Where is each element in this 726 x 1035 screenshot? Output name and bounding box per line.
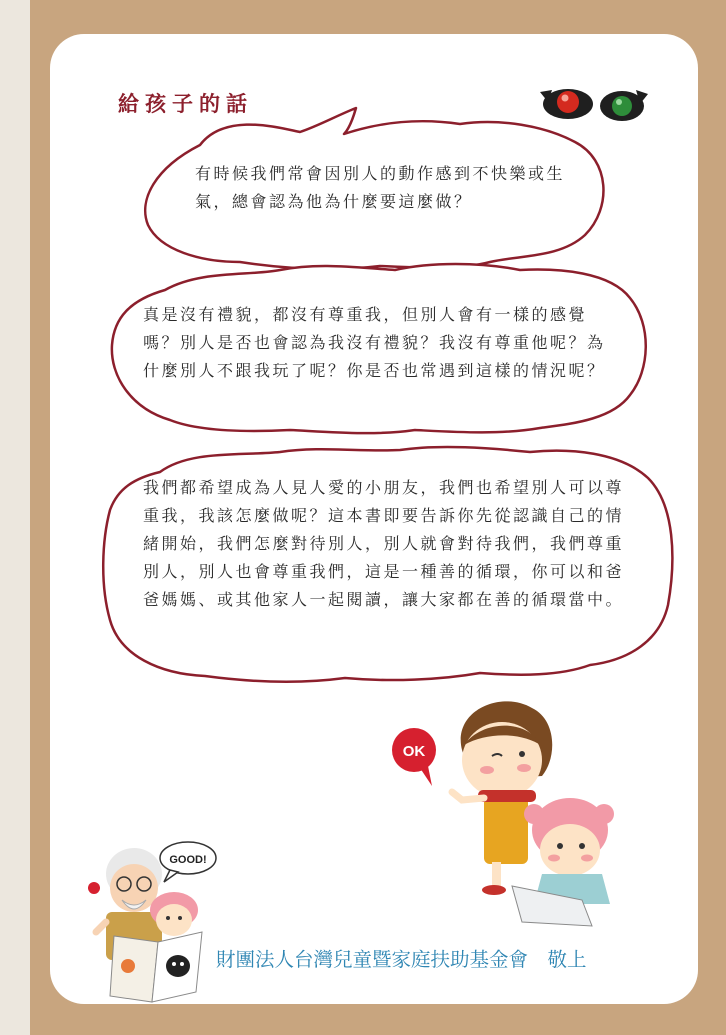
heart-icon: [88, 882, 100, 894]
good-sign-text: GOOD!: [169, 854, 207, 866]
ok-sign-text: OK: [402, 743, 426, 760]
page-heading: 給孩子的話: [118, 91, 253, 116]
traffic-light-red-icon: [540, 89, 593, 119]
paragraph-1: 有時候我們常會因別人的動作感到不快樂或生氣，總會認為他為什麼要這麼做？: [195, 164, 566, 211]
signature-line: 財團法人台灣兒童暨家庭扶助基金會 敬上: [216, 948, 587, 971]
paragraph-3: 我們都希望成為人見人愛的小朋友，我們也希望別人可以尊重我，我該怎麼做呢？這本書即要告訴你先從認識自己的情緒開始，我們怎麼對待別人，別人就會對待我們，我們尊重別人，別人也會尊重我們，這是一種善的循環，你可以和爸爸媽媽、或其他家人一起閱讀，讓大家都在善的循環當中。: [143, 478, 625, 609]
ok-speech-bubble: [392, 728, 436, 786]
good-speech-bubble: [160, 842, 216, 882]
grandfather-child-illustration: [86, 826, 218, 1004]
traffic-lights-icon: [538, 78, 650, 130]
paragraph-2: 真是沒有禮貌，都沒有尊重我，但別人會有一樣的感覺嗎？別人是否也會認為我沒有禮貌？我沒有尊重他呢？為什麼別人不跟我玩了呢？你是否也常遇到這樣的情況呢？: [143, 305, 606, 380]
traffic-light-green-icon: [600, 90, 648, 121]
mother-child-illustration: [392, 690, 620, 930]
